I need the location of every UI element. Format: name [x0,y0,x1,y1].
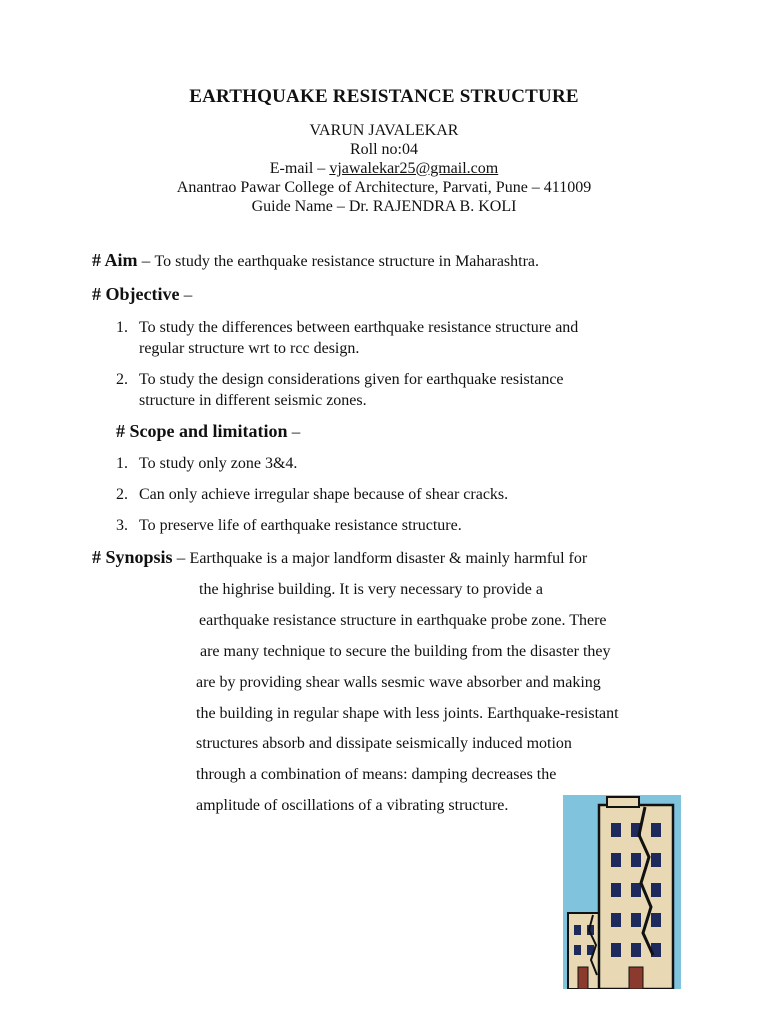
synopsis-line: are by providing shear walls sesmic wave absorber and making [196,674,601,691]
synopsis-line: earthquake resistance structure in earthquake probe zone. There [199,612,607,629]
list-number: 2. [116,371,128,388]
list-item [116,317,676,359]
synopsis-line: are many technique to secure the building from the disaster they [200,643,611,660]
list-number: 1. [116,319,128,336]
scope-heading: # Scope and limitation [116,421,288,441]
aim-heading: # Aim [92,250,138,270]
author-block [0,121,768,216]
synopsis-heading-line [92,547,587,568]
synopsis-dash: – [172,548,190,567]
author-name: VARUN JAVALEKAR [309,122,459,139]
synopsis-line: the building in regular shape with less joints. Earthquake-resistant [196,705,619,722]
synopsis-heading: # Synopsis [92,547,173,567]
list-text: To preserve life of earthquake resistance structure. [139,517,462,534]
list-item [116,484,676,505]
list-number: 2. [116,486,128,503]
synopsis-line: amplitude of oscillations of a vibrating structure. [196,797,509,814]
page-title: EARTHQUAKE RESISTANCE STRUCTURE [189,86,579,107]
list-text: Can only achieve irregular shape because of shear cracks. [139,486,509,503]
email-link[interactable]: vjawalekar25@gmail.com [329,160,499,177]
list-text: structure in different seismic zones. [139,392,367,409]
aim-section [92,250,539,271]
list-number: 1. [116,455,128,472]
cracked-building-icon [563,795,681,989]
email-prefix: E-mail – [269,160,330,177]
list-number: 3. [116,517,128,534]
list-item [116,369,676,411]
objective-heading-line [92,284,192,305]
list-item [116,453,676,474]
synopsis-line: Earthquake is a major landform disaster & mainly harmful for [189,550,588,567]
scope-dash: – [287,422,301,441]
list-text: To study the design considerations given for earthquake resistance [139,371,564,388]
aim-dash: – [137,251,155,270]
synopsis-line: through a combination of means: damping decreases the [196,766,557,783]
synopsis-line: structures absorb and dissipate seismically induced motion [196,735,572,752]
list-text: To study the differences between earthquake resistance structure and [139,319,579,336]
guide-name: Guide Name – Dr. RAJENDRA B. KOLI [251,198,517,215]
list-text: regular structure wrt to rcc design. [139,340,360,357]
objective-heading: # Objective [92,284,180,304]
college-name: Anantrao Pawar College of Architecture, Parvati, Pune – 411009 [176,179,592,196]
list-item [116,515,676,536]
scope-heading-line [116,421,300,442]
list-text: To study only zone 3&4. [139,455,298,472]
roll-number: Roll no:04 [349,141,418,158]
synopsis-line: the highrise building. It is very necessary to provide a [199,581,543,598]
scope-list [116,453,676,536]
email-line [0,159,768,178]
objective-list [116,317,676,411]
objective-dash: – [179,285,193,304]
aim-text: To study the earthquake resistance structure in Maharashtra. [154,253,540,270]
